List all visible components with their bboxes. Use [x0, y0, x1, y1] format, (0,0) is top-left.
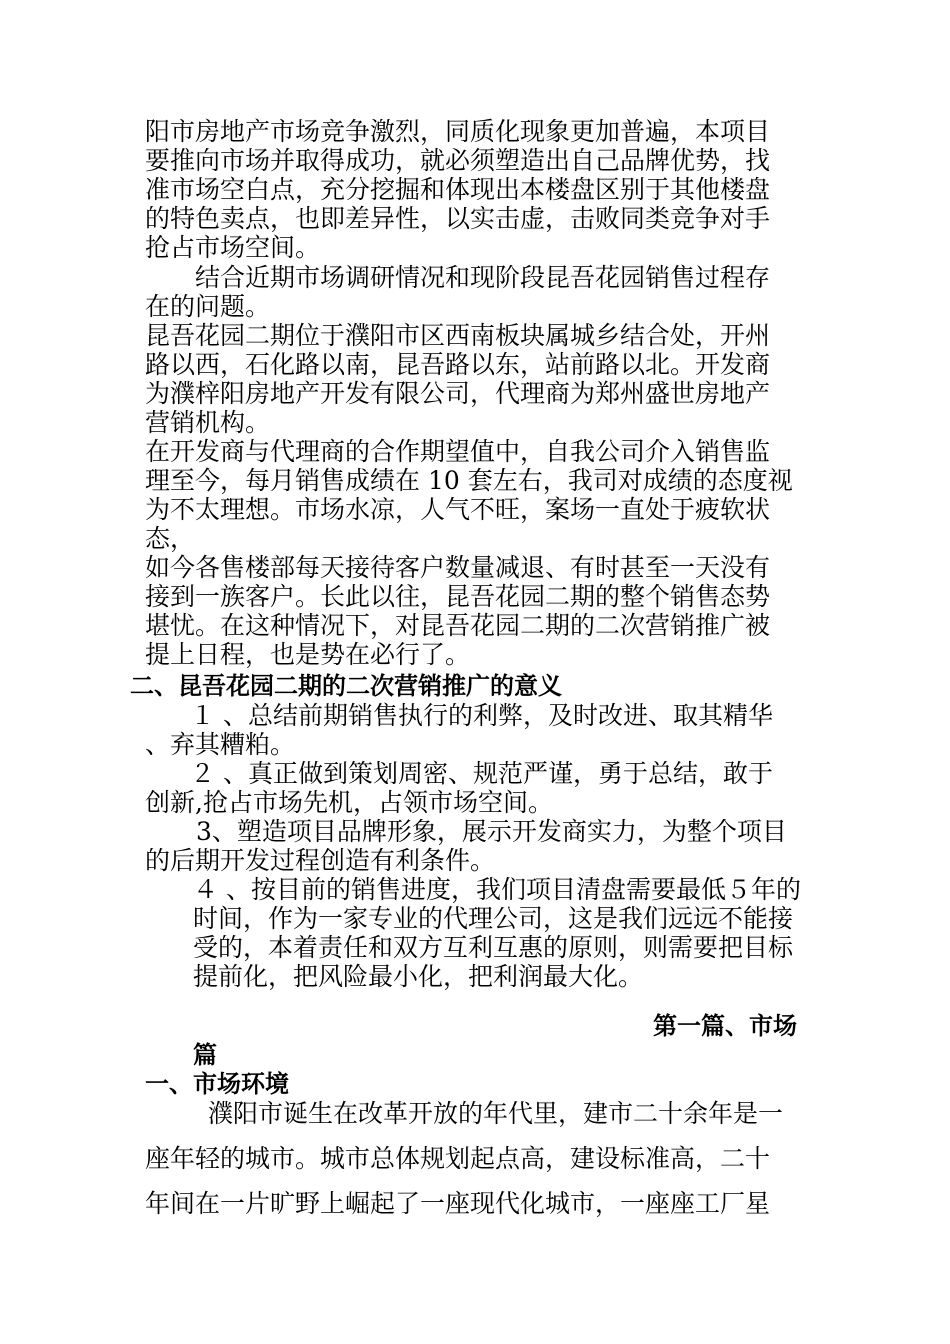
sales-line: 态， [145, 524, 196, 553]
survey-line: 在的问题。 [145, 292, 271, 321]
sales-line: 为不太理想。市场水凉，人气不旺，案场一直处于疲软状 [145, 495, 771, 524]
market-heading: 一、市场环境 [145, 1070, 289, 1098]
sales-line: 理至今，每月销售成绩在 10 套左右，我司对成绩的态度视 [145, 466, 793, 495]
intro-line: 准市场空白点，充分挖掘和体现出本楼盘区别于其他楼盘 [145, 175, 771, 204]
point-line: ２ 、真正做到策划周密、规范严谨，勇于总结，敢于 [190, 759, 773, 788]
point-line: 、弃其糟粕。 [145, 730, 296, 759]
point-line: 时间，作为一家专业的代理公司，这是我们远远不能接 [193, 904, 794, 933]
customer-line: 堪忧。在这种情况下，对昆吾花园二期的二次营销推广被 [145, 611, 771, 640]
market-line: 座年轻的城市。城市总体规划起点高，建设标准高，二十 [145, 1144, 771, 1173]
customer-line: 如今各售楼部每天接待客户数量减退、有时甚至一天没有 [145, 553, 771, 582]
sales-line: 在开发商与代理商的合作期望值中，自我公司介入销售监 [145, 437, 771, 466]
location-line: 营销机构。 [145, 408, 271, 437]
point-line: ４ 、按目前的销售进度，我们项目清盘需要最低５年的 [193, 875, 801, 904]
customer-line: 接到一族客户。长此以往，昆吾花园二期的整个销售态势 [145, 582, 771, 611]
point-line: １ 、总结前期销售执行的利弊，及时改进、取其精华 [190, 701, 773, 730]
intro-line: 的特色卖点，也即差异性，以实击虚，击败同类竞争对手 [145, 204, 771, 233]
part-title: 第一篇、市场 [653, 1012, 797, 1040]
point-line: 的后期开发过程创造有利条件。 [145, 846, 496, 875]
section-heading: 二、昆吾花园二期的二次营销推广的意义 [130, 672, 562, 700]
location-line: 昆吾花园二期位于濮阳市区西南板块属城乡结合处，开州 [145, 321, 771, 350]
part-title: 篇 [193, 1041, 217, 1069]
intro-line: 要推向市场并取得成功，就必须塑造出自己品牌优势，找 [145, 146, 771, 175]
survey-line: 结合近期市场调研情况和现阶段昆吾花园销售过程存 [195, 263, 771, 292]
point-line: 提前化，把风险最小化，把利润最大化。 [193, 962, 644, 991]
market-line: 年间在一片旷野上崛起了一座现代化城市，一座座工厂星 [145, 1189, 771, 1218]
point-line: 创新,抢占市场先机，占领市场空间。 [145, 788, 553, 817]
intro-line: 抢占市场空间。 [145, 233, 321, 262]
location-line: 路以西，石化路以南，昆吾路以东，站前路以北。开发商 [145, 350, 771, 379]
customer-line: 提上日程，也是势在必行了。 [145, 640, 471, 669]
intro-line: 阳市房地产市场竞争激烈，同质化现象更加普遍，本项目 [145, 117, 771, 146]
location-line: 为濮梓阳房地产开发有限公司，代理商为郑州盛世房地产 [145, 379, 771, 408]
point-line: 3、塑造项目品牌形象，展示开发商实力，为整个项目 [196, 817, 787, 846]
point-line: 受的，本着责任和双方互利互惠的原则，则需要把目标 [193, 933, 794, 962]
market-line: 濮阳市诞生在改革开放的年代里，建市二十余年是一 [208, 1099, 784, 1128]
